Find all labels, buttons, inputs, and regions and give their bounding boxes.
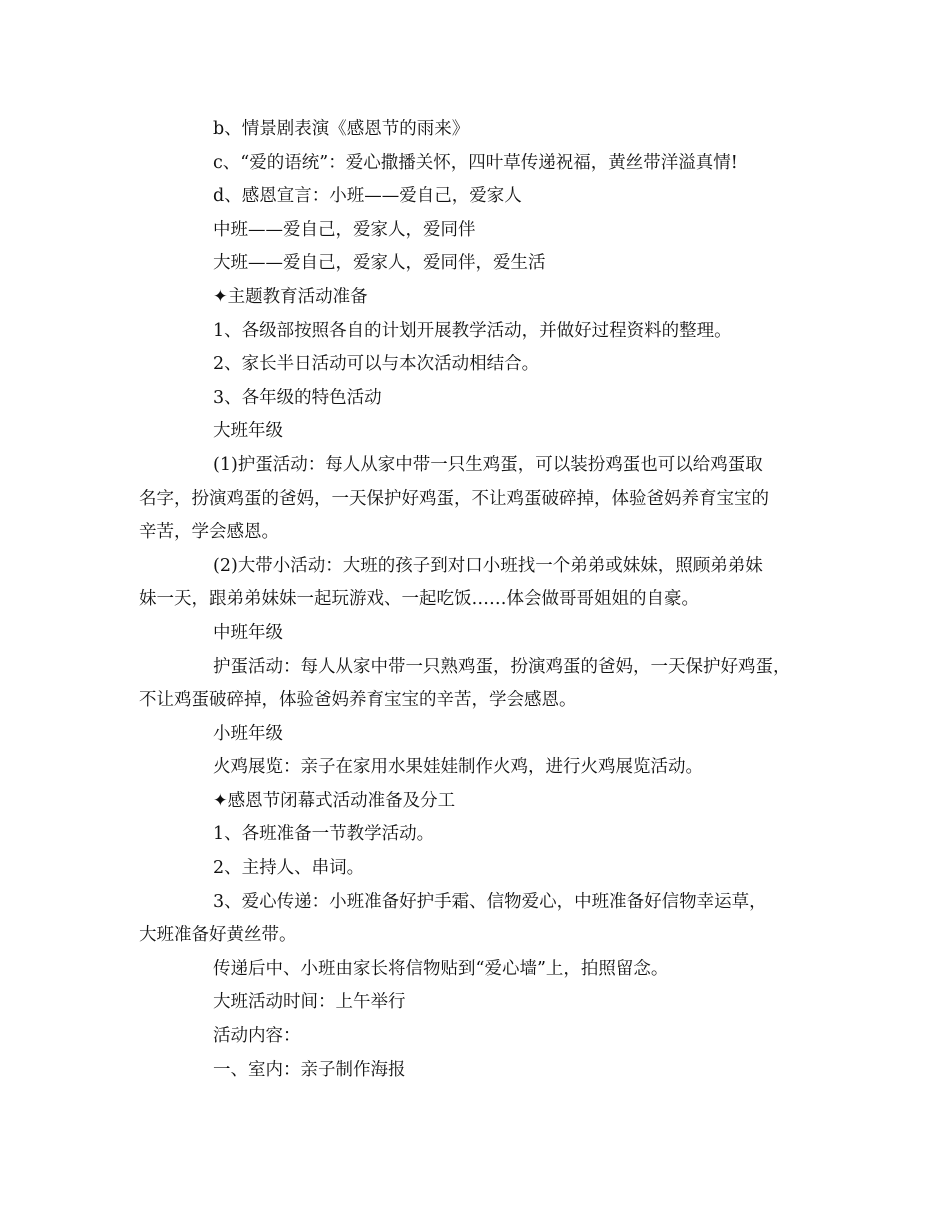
text-line: (1)护蛋活动：每人从家中带一只生鸡蛋，可以装扮鸡蛋也可以给鸡蛋取	[213, 454, 763, 475]
text-line: 一、室内：亲子制作海报	[213, 1059, 406, 1080]
text-line: 大班活动时间：上午举行	[213, 992, 406, 1013]
text-line: 妹一天，跟弟弟妹妹一起玩游戏、一起吃饭……体会做哥哥姐姐的自豪。	[139, 589, 699, 610]
text-line: 3、爱心传递：小班准备好护手霜、信物爱心，中班准备好信物幸运草，	[213, 891, 767, 912]
text-line: ✦主题教育活动准备	[213, 286, 368, 307]
text-line: 护蛋活动：每人从家中带一只熟鸡蛋，扮演鸡蛋的爸妈，一天保护好鸡蛋，	[213, 656, 791, 677]
text-line: c、“爱的语统”：爱心撒播关怀，四叶草传递祝福，黄丝带洋溢真情!	[213, 152, 738, 173]
text-line: d、感恩宣言：小班——爱自己，爱家人	[213, 186, 522, 207]
text-line: ✦感恩节闭幕式活动准备及分工	[213, 790, 456, 811]
text-line: 2、家长半日活动可以与本次活动相结合。	[213, 354, 540, 375]
text-line: 名字，扮演鸡蛋的爸妈，一天保护好鸡蛋，不让鸡蛋破碎掉，体验爸妈养育宝宝的	[139, 488, 769, 509]
text-line: 大班年级	[213, 421, 283, 442]
text-line: b、情景剧表演《感恩节的雨来》	[213, 119, 470, 139]
text-line: 大班——爱自己，爱家人，爱同伴，爱生活	[213, 253, 546, 274]
text-line: 活动内容：	[213, 1026, 301, 1047]
document-body	[139, 113, 829, 1087]
text-line: 1、各级部按照各自的计划开展教学活动，并做好过程资料的整理。	[213, 320, 732, 341]
text-line: 火鸡展览：亲子在家用水果娃娃制作火鸡，进行火鸡展览活动。	[213, 757, 703, 778]
text-line: 中班——爱自己，爱家人，爱同伴	[213, 219, 476, 240]
text-line: 3、各年级的特色活动	[213, 387, 382, 408]
text-line: 辛苦，学会感恩。	[139, 522, 279, 543]
text-line: 1、各班准备一节教学活动。	[213, 824, 435, 845]
text-line: 2、主持人、串词。	[213, 858, 365, 879]
text-line: 中班年级	[213, 622, 283, 643]
text-line: (2)大带小活动：大班的孩子到对口小班找一个弟弟或妹妹，照顾弟弟妹	[213, 555, 763, 576]
text-line: 不让鸡蛋破碎掉，体验爸妈养育宝宝的辛苦，学会感恩。	[139, 690, 577, 711]
text-line: 小班年级	[213, 723, 283, 744]
text-line: 大班准备好黄丝带。	[139, 925, 297, 946]
text-line: 传递后中、小班由家长将信物贴到“爱心墙”上，拍照留念。	[213, 958, 669, 979]
